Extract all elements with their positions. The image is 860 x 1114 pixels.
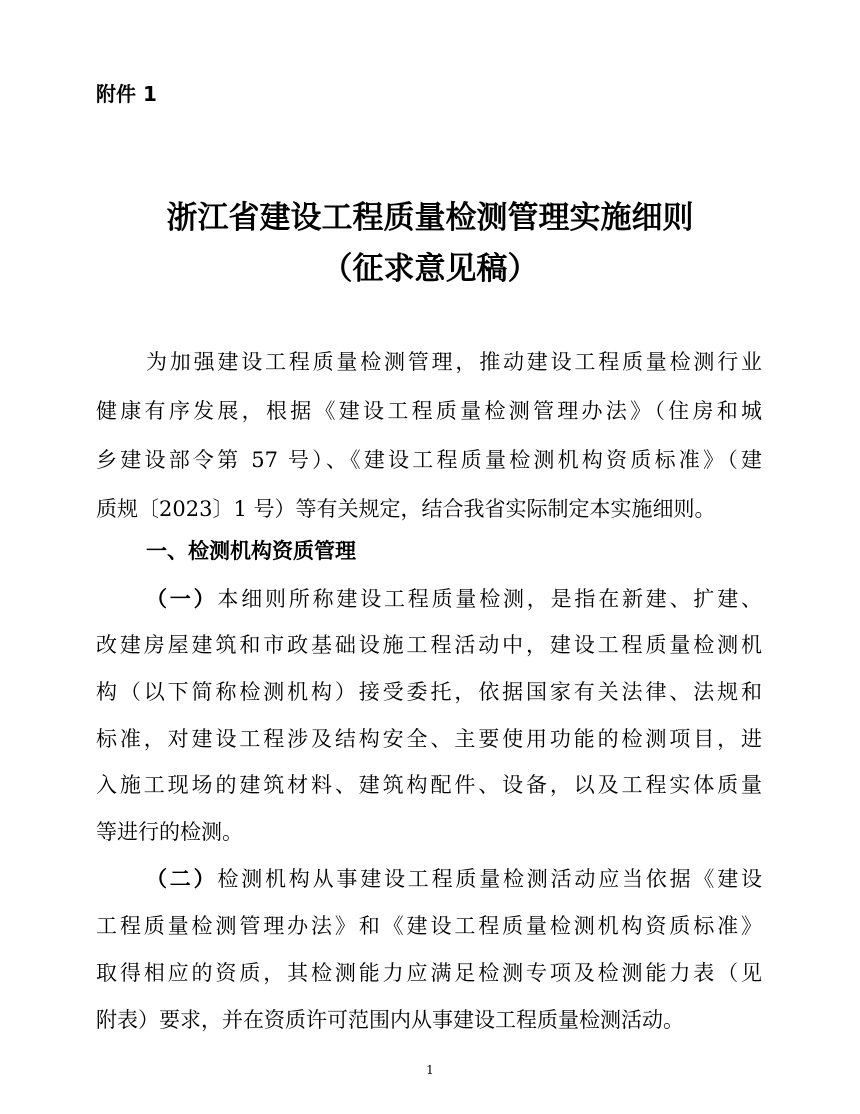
page-number: 1 — [426, 1063, 434, 1077]
section-heading: 一、检测机构资质管理 — [146, 539, 356, 563]
item1-line-2: 改建房屋建筑和市政基础设施工程活动中，建设工程质量检测机 — [96, 633, 762, 657]
attachment-label: 附件 1 — [96, 82, 157, 106]
document-subtitle: （征求意见稿） — [321, 251, 539, 287]
item2-line-3: 取得相应的资质，其检测能力应满足检测专项及检测能力表（见 — [96, 961, 762, 985]
intro-line-4: 质规〔2023〕1 号）等有关规定，结合我省实际制定本实施细则。 — [96, 497, 716, 521]
item2-line-2: 工程质量检测管理办法》和《建设工程质量检测机构资质标准》 — [96, 914, 762, 938]
intro-line-3: 乡建设部令第 57 号）、《建设工程质量检测机构资质标准》（建 — [96, 448, 762, 472]
item2-first-line-text: 检测机构从事建设工程质量检测活动应当依据《建设 — [217, 867, 762, 891]
intro-line-1: 为加强建设工程质量检测管理，推动建设工程质量检测行业 — [146, 350, 762, 374]
item1-line-4: 标准，对建设工程涉及结构安全、主要使用功能的检测项目，进 — [96, 727, 762, 751]
intro-line-2: 健康有序发展，根据《建设工程质量检测管理办法》（住房和城 — [96, 399, 762, 423]
item1-line-1 — [146, 584, 762, 614]
item1-first-line-text: 本细则所称建设工程质量检测，是指在新建、扩建、 — [217, 587, 762, 611]
item2-line-4: 附表）要求，并在资质许可范围内从事建设工程质量检测活动。 — [96, 1008, 684, 1032]
document-title: 浙江省建设工程质量检测管理实施细则 — [166, 200, 694, 236]
item1-line-5: 入施工现场的建筑材料、建筑构配件、设备，以及工程实体质量 — [96, 773, 762, 797]
item2-label: （二） — [146, 867, 218, 891]
item2-line-1 — [146, 864, 762, 894]
item1-label: （一） — [146, 587, 218, 611]
item1-line-3: 构（以下简称检测机构）接受委托，依据国家有关法律、法规和 — [96, 680, 762, 704]
item1-line-6: 等进行的检测。 — [96, 820, 243, 844]
